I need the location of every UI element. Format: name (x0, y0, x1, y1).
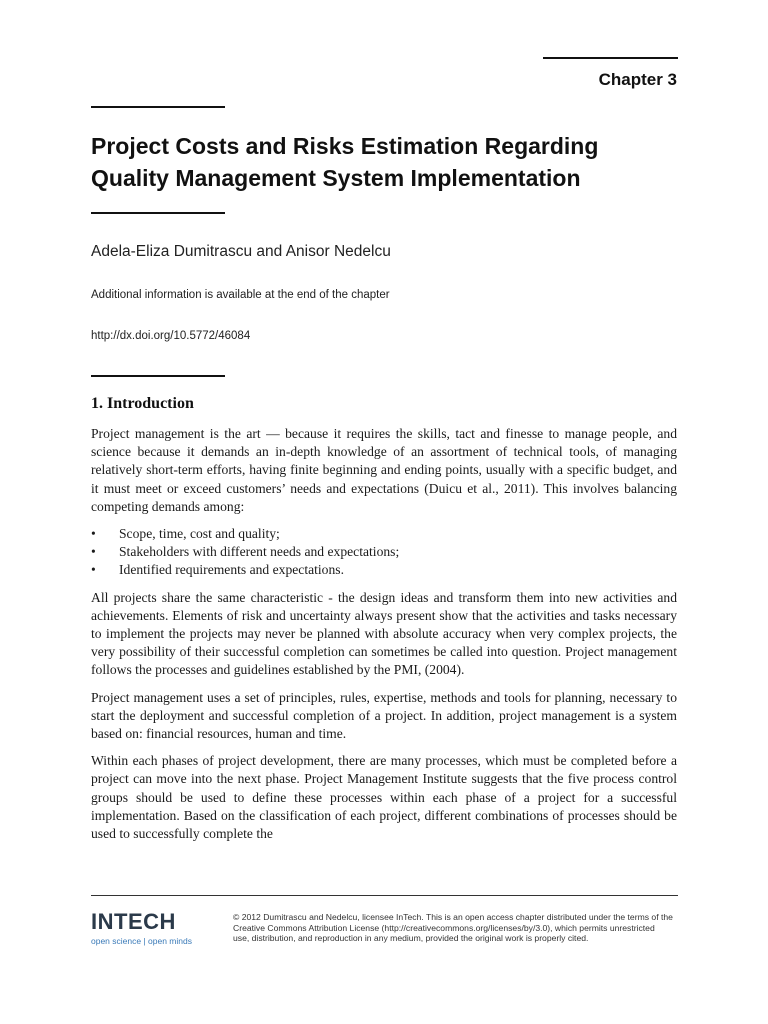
title-line-1: Project Costs and Risks Estimation Regarding (91, 133, 599, 159)
bullet-icon: • (91, 544, 96, 560)
title-bottom-rule (91, 212, 225, 214)
authors: Adela-Eliza Dumitrascu and Anisor Nedelcu (91, 243, 391, 260)
chapter-title (91, 130, 681, 194)
list-item (91, 543, 677, 561)
paragraph: All projects share the same characteristic - the design ideas and transform them into new activities and achievements. Elements of risk and uncertainty always present show that the activities and tasks necessary to implement the projects may never be planned with absolute accuracy when very complex projects, the very possibility of their successful completion can sometimes be called into question. Project management follows the processes and guidelines established by the PMI, (2004). (91, 589, 677, 678)
chapter-rule (543, 57, 678, 59)
list-item (91, 525, 677, 543)
footer-rule (91, 895, 678, 896)
title-line-2: Quality Management System Implementation (91, 165, 581, 191)
list-item (91, 561, 677, 579)
doi-link[interactable]: http://dx.doi.org/10.5772/46084 (91, 330, 251, 342)
additional-info: Additional information is available at the end of the chapter (91, 289, 390, 301)
paragraph: Project management is the art — because it requires the skills, tact and finesse to manage people, and science because it demands an in-depth knowledge of an assortment of technical tools, of managing relatively short-term efforts, having finite beginning and ending points, usually with a specific budget, and it must meet or exceed customers’ needs and expectations (Duicu et al., 2011). This involves balancing competing demands among: (91, 426, 677, 514)
list-item-text: Scope, time, cost and quality; (119, 526, 280, 542)
license-notice: © 2012 Dumitrascu and Nedelcu, licensee InTech. This is an open access chapter distributed under the terms of the Creative Commons Attribution License (http://creativecommons.org/licenses/by/3.0), which permits unrestricted use, distribution, and reproduction in any medium, provided the original work is properly cited. (233, 912, 673, 944)
title-top-rule (91, 106, 225, 108)
section-heading: 1. Introduction (91, 395, 194, 412)
chapter-label: Chapter 3 (598, 70, 677, 89)
section-rule (91, 375, 225, 377)
body-text (91, 425, 677, 852)
list-item-text: Identified requirements and expectations. (119, 562, 344, 578)
bullet-icon: • (91, 562, 96, 578)
intech-logo (91, 910, 192, 946)
paragraph: Within each phases of project development, there are many processes, which must be completed before a project can move into the next phase. Project Management Institute suggests that the five process control groups should be used to define these processes within each phase of a project for a successful implementation. Based on the classification of each project, different combinations of processes should be used to successfully complete the (91, 753, 677, 842)
logo-tagline: open science | open minds (91, 936, 192, 946)
list-item-text: Stakeholders with different needs and expectations; (119, 544, 400, 560)
logo-wordmark: INTECH (91, 909, 176, 934)
bullet-list (91, 525, 677, 580)
bullet-icon: • (91, 526, 96, 542)
paragraph: Project management uses a set of principles, rules, expertise, methods and tools for planning, necessary to start the deployment and successful completion of a project. In addition, project management is a system based on: financial resources, human and time. (91, 689, 677, 742)
